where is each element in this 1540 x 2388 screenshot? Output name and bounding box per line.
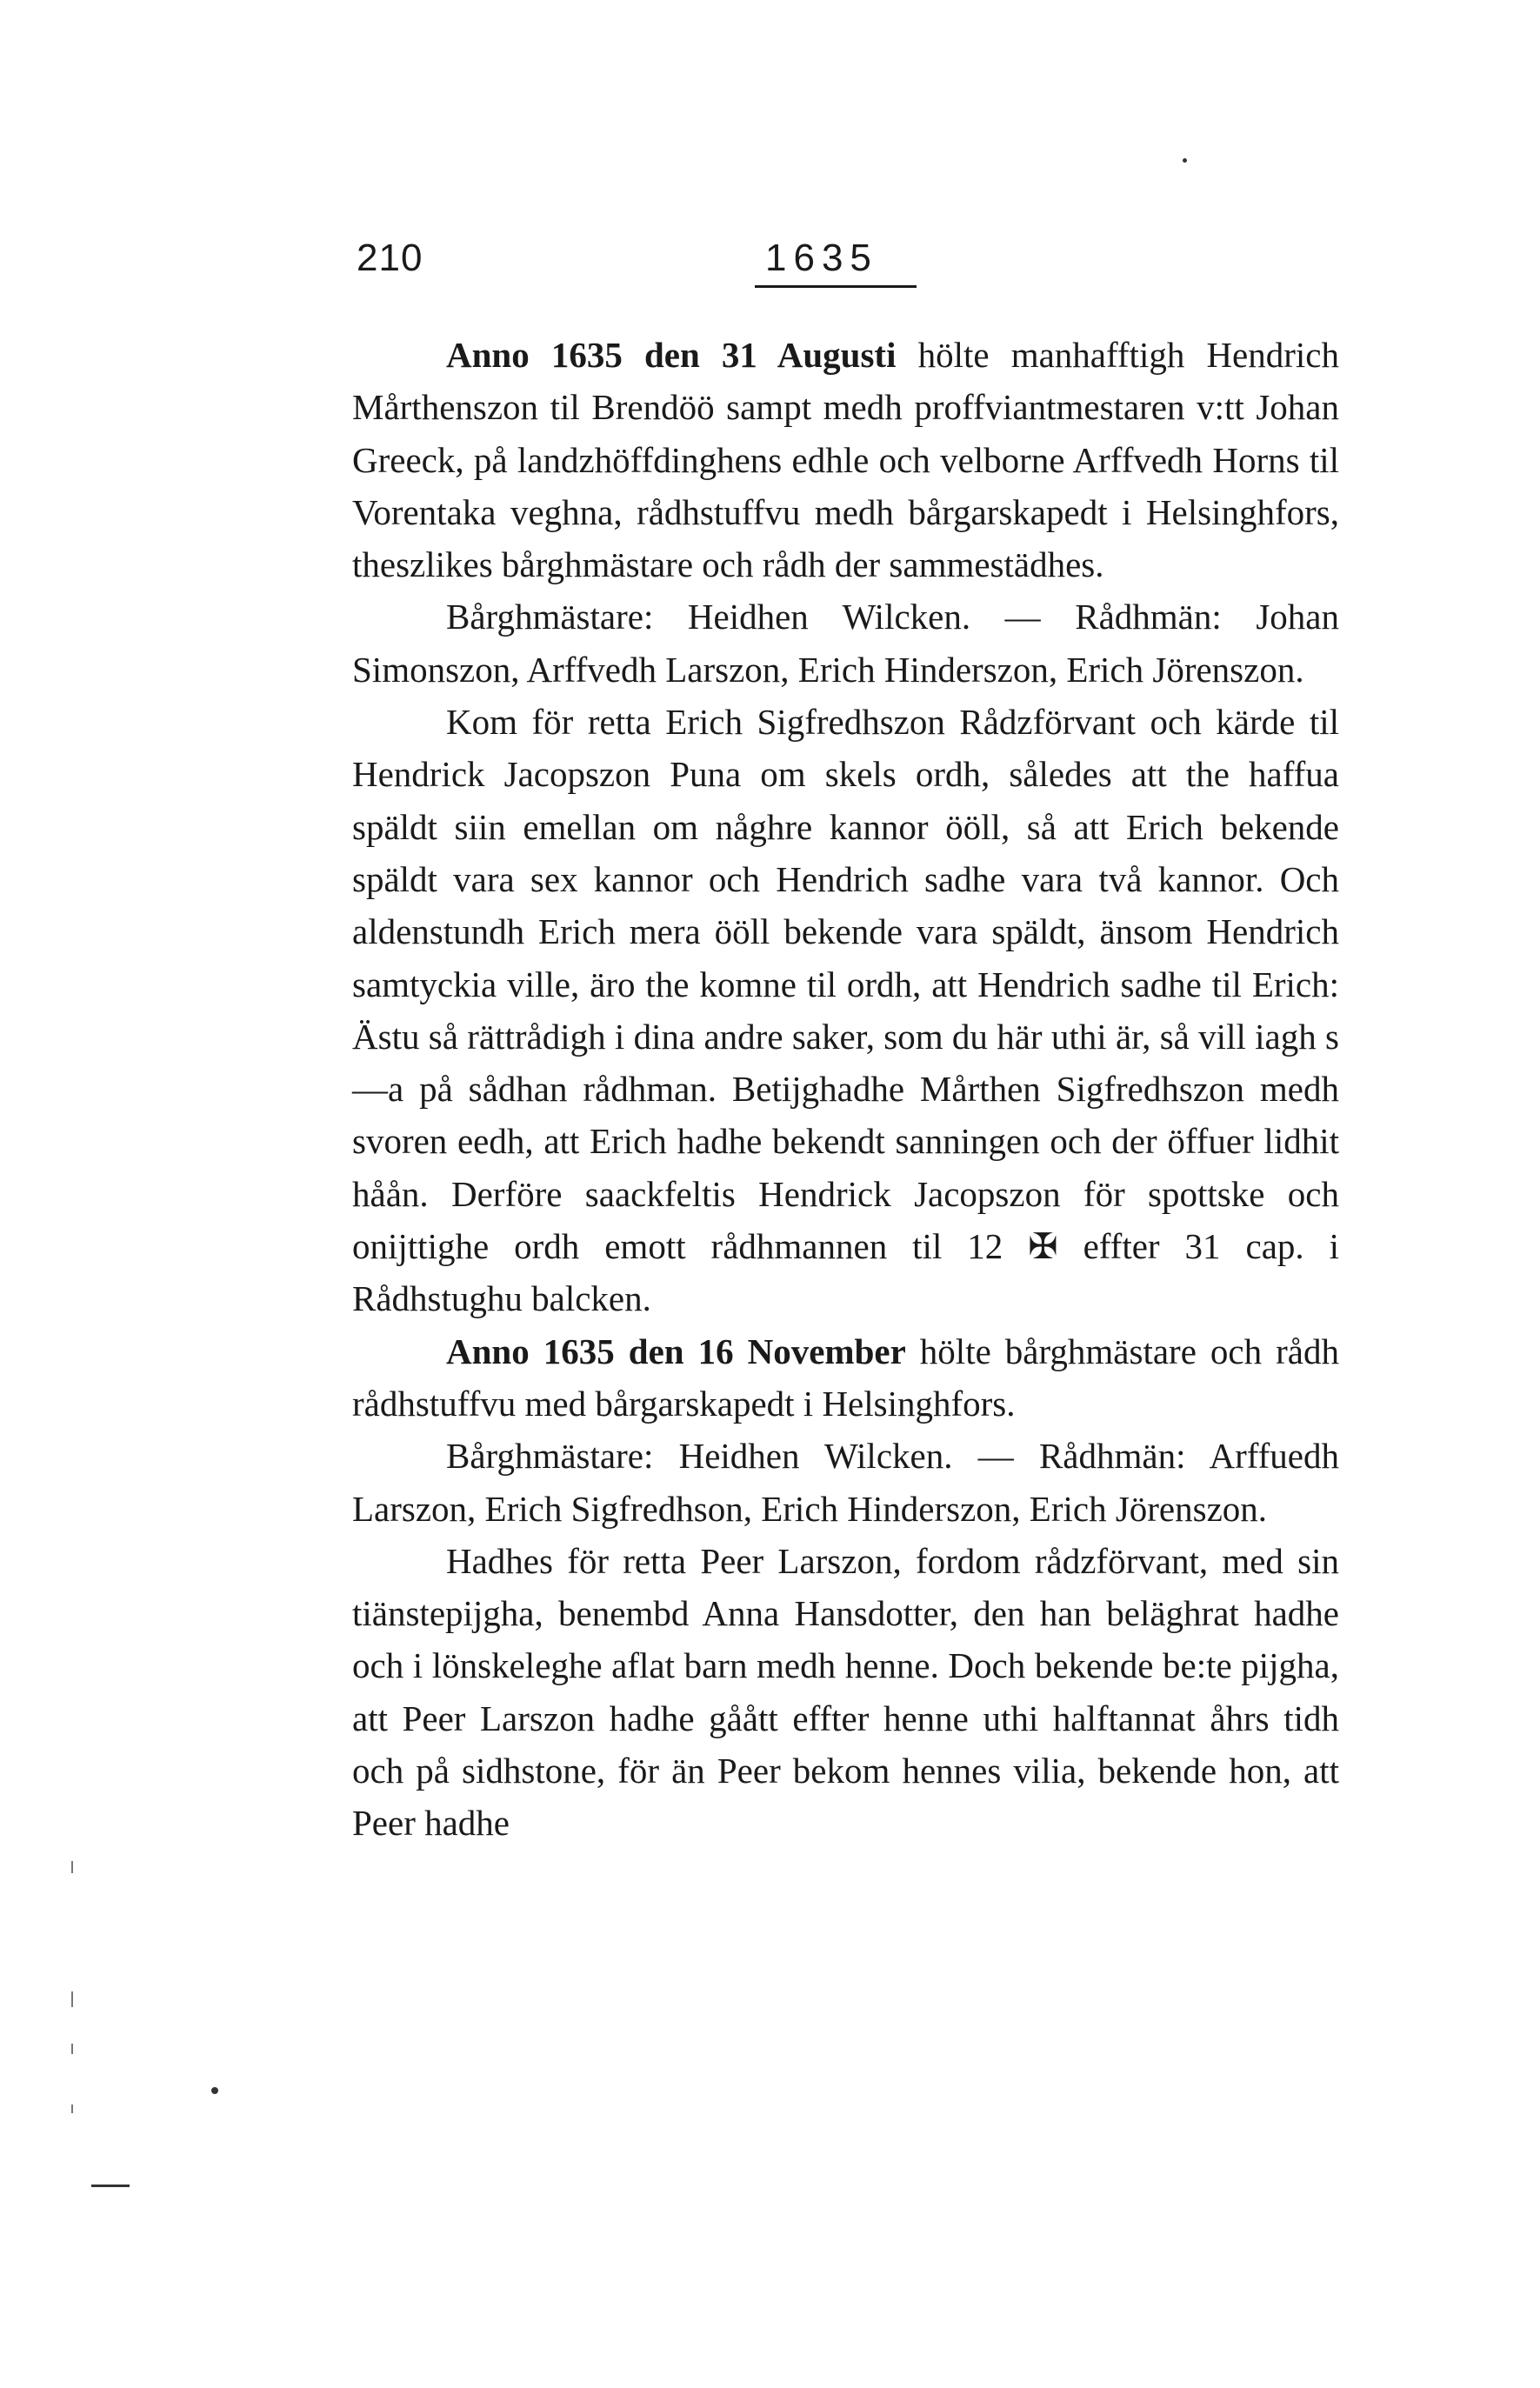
scan-speck — [1183, 158, 1187, 163]
scan-tick-mark — [71, 2105, 73, 2113]
document-body — [352, 329, 1339, 1850]
entry-2-text: hölte bårghmästare och rådh rådhstuffvu med bårgarskapedt i Helsinghfors. — [352, 1331, 1339, 1424]
entry-2-case: Hadhes för retta Peer Larszon, fordom rådzförvant, med sin tiänstepijgha, benembd Anna Hansdotter, den han beläghrat hadhe och i lönskeleghe aflat barn medh henne. Doch bekende be:te pijgha, att Peer Larszon hadhe gåått effter henne uthi halftannat åhrs tidh och på sidhstone, för än Peer bekom hennes vilia, bekende hon, att Peer hadhe — [352, 1540, 1339, 1844]
entry-2-intro — [352, 1325, 1339, 1431]
scan-tick-mark — [71, 1991, 73, 2007]
scan-speck — [211, 2087, 218, 2094]
page-number: 210 — [357, 237, 423, 279]
scan-tick-mark — [71, 2044, 73, 2054]
entry-2-officials: Bårghmästare: Heidhen Wilcken. — Rådhmän: Arffuedh Larszon, Erich Sigfredhson, Erich Hinderszon, Erich Jörenszon. — [352, 1436, 1339, 1529]
running-head-year: 1635 — [765, 237, 878, 279]
entry-2-date: Anno 1635 den 16 November — [446, 1331, 906, 1371]
scan-tick-mark — [71, 1861, 73, 1873]
entry-1-case: Kom för retta Erich Sigfredhszon Rådzförvant och kärde til Hendrick Jacopszon Puna om skels ordh, således att the haffua späldt siin emellan om någhre kannor ööll, så att Erich bekende späldt vara sex kannor och Hendrich sadhe vara två kannor. Och aldenstundh Erich mera ööll bekende vara späldt, änsom Hendrich samtyckia ville, äro the komne til ordh, att Hendrich sadhe til Erich: Ästu så rättrådigh i dina andre saker, som du här uthi är, så vill iagh s—a på sådhan rådhman. Betijghadhe Mårthen Sigfredhszon medh svoren eedh, att Erich hadhe bekendt sanningen och der öffuer lidhit håån. Derföre saackfeltis Hendrick Jacopszon för spottske och onijttighe ordh emott rådhmannen til 12 ✠ effter 31 cap. i Rådhstughu balcken. — [352, 702, 1339, 1319]
entry-1-text: hölte manhafftigh Hendrich Mårthenszon til Brendöö sampt medh proffviantmestaren v:tt Johan Greeck, på landzhöffdinghens edhle och velborne Arffvedh Horns til Vorentaka veghna, rådhstuffvu medh bårgarskapedt i Helsinghfors, theszlikes bårghmästare och rådh der sammestädhes. — [352, 335, 1340, 585]
scan-dash-mark — [91, 2185, 130, 2187]
entry-1-date: Anno 1635 den 31 Augusti — [446, 335, 897, 375]
header-underline — [755, 285, 917, 288]
entry-1-intro — [352, 329, 1339, 590]
entry-1-officials: Bårghmästare: Heidhen Wilcken. — Rådhmän: Johan Simonszon, Arffvedh Larszon, Erich Hinderszon, Erich Jörenszon. — [352, 597, 1339, 690]
page-header — [357, 237, 1339, 297]
